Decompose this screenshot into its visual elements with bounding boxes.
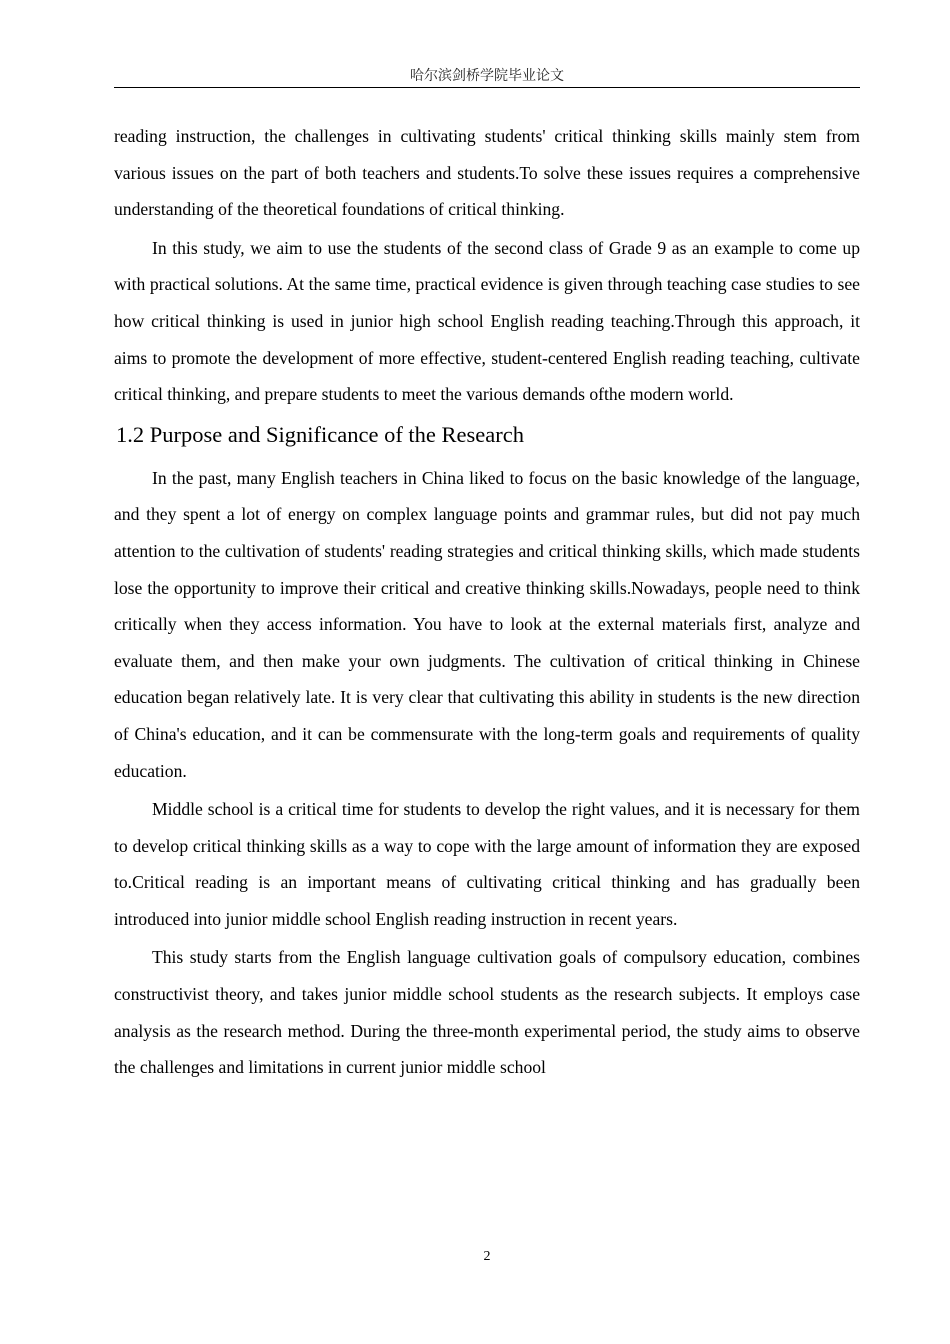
- paragraph-method: This study starts from the English language cultivation goals of compulsory education, combines constructivist theory, and takes junior middle school students as the research subjects. It employs case analysis as the research method. During the three-month experimental period, the study aims to observe the challenges and limitations in current junior middle school: [114, 947, 860, 1078]
- body-text: [114, 118, 860, 1088]
- paragraph-middle-school: Middle school is a critical time for students to develop the right values, and it is necessary for them to develop critical thinking skills as a way to cope with the large amount of information they are exposed to.Critical reading is an important means of cultivating critical thinking and has gradually been introduced into junior middle school English reading instruction in recent years.: [114, 799, 860, 929]
- paragraph-continued: reading instruction, the challenges in cultivating students' critical thinking skills mainly stem from various issues on the part of both teachers and students.To solve these issues requires a comprehensive understanding of the theoretical foundations of critical thinking.: [114, 126, 860, 220]
- paragraph-background: In the past, many English teachers in China liked to focus on the basic knowledge of the language, and they spent a lot of energy on complex language points and grammar rules, but did not pay much attention to the cultivation of students' reading strategies and critical thinking skills, which made students lose the opportunity to improve their critical and creative thinking skills.Nowadays, people need to think critically when they access information. You have to look at the external materials first, analyze and evaluate them, and then make your own judgments. The cultivation of critical thinking in Chinese education began relatively late. It is very clear that cultivating this ability in students is the new direction of China's education, and it can be commensurate with the long-term goals and requirements of quality education.: [114, 467, 860, 781]
- header-rule: [114, 87, 860, 88]
- section-heading: 1.2 Purpose and Significance of the Research: [116, 421, 524, 447]
- paragraph-study-aim: In this study, we aim to use the students of the second class of Grade 9 as an example to come up with practical solutions. At the same time, practical evidence is given through teaching case studies to see how critical thinking is used in junior high school English reading teaching.Through this approach, it aims to promote the development of more effective, student-centered English reading teaching, cultivate critical thinking, and prepare students to meet the various demands ofthe modern world.: [114, 237, 860, 405]
- page-number: 2: [483, 1249, 491, 1264]
- running-header: 哈尔滨剑桥学院毕业论文: [410, 68, 564, 84]
